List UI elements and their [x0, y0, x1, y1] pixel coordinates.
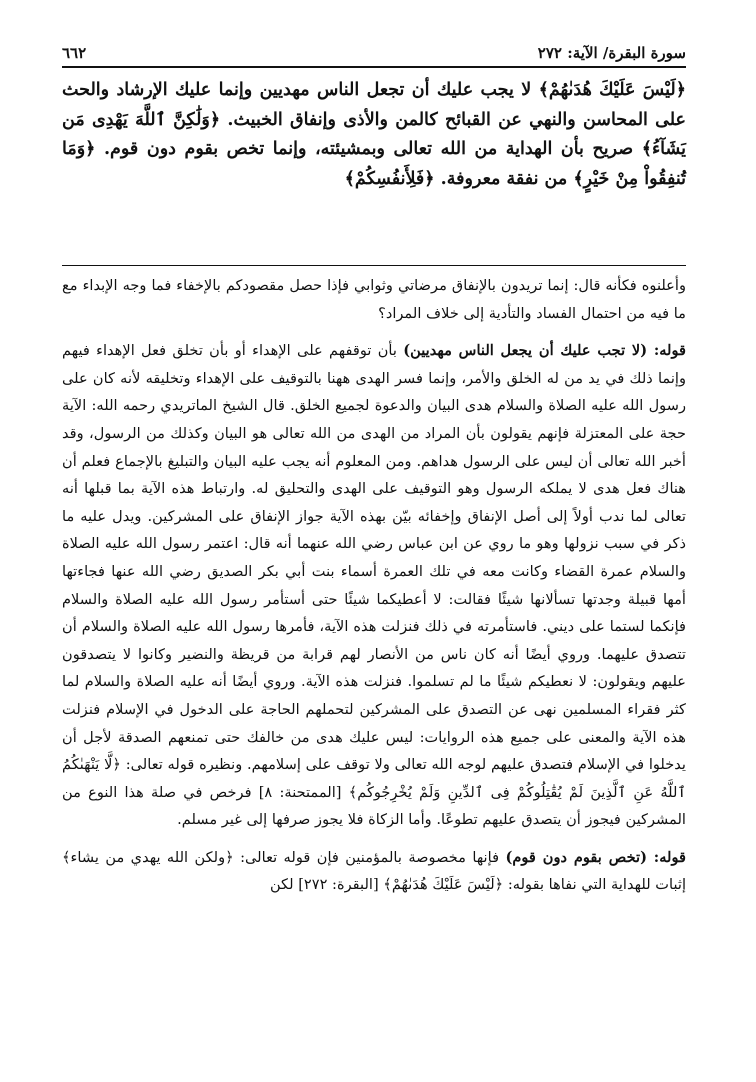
header-divider [62, 66, 686, 68]
paragraph-2-heading: قوله: (لا تجب عليك أن يجعل الناس مهديين) [403, 342, 687, 360]
paragraph-2-text: بأن توقفهم على الإهداء أو بأن تخلق فعل الإهداء فيهم وإنما ذلك في يد من له الخلق والأمر، وإنما فسر الهدى ههنا بالتوقيف على الإهداء وتخليقه لأنه كان على رسول الله عليه الصلاة والسلام هدى البيان والدعوة لجميع الخلق. قال الشيخ الماتريدي رحمه الله: الآية حجة على المعتزلة فإنهم يقولون بأن المراد من الهدى من الله تعالى هو البيان وكذلك من الرسول، وقد أخبر الله تعالى أن ليس على الرسول هداهم. ومن المعلوم أنه يجب عليه البيان والتبليغ بالإجماع فعلم أن هناك فعل هدى لا يملكه الرسول وهو التوقيف على الهدى والتحليق له. وارتباط هذه الآية بما قبلها أنه تعالى لما ندب أولاً إلى أصل الإنفاق وإخفائه بيّن بهذه الآية جواز الإنفاق على المشركين. ويدل عليه ما ذكر في سبب نزولها وهو ما روي عن ابن عباس رضي الله عنهما أنه قال: اعتمر رسول الله عليه الصلاة والسلام عمرة القضاء وكانت معه في تلك العمرة أسماء بنت أبي بكر الصديق رضي الله عنها فجاءتها أمها قبيلة وجدتها تسألانها شيئًا فقالت: لا أعطيكما شيئًا حتى أستأمر رسول الله عليه الصلاة والسلام فإنكما لستما على ديني. فاستأمرته في ذلك فنزلت هذه الآية، فأمرها رسول الله عليه الصلاة والسلام أن تتصدق عليهما. وروي أيضًا أنه كان ناس من الأنصار لهم قرابة من قريظة والنضير وكانوا لا يتصدقون عليهم ويقولون: لا نعطيكم شيئًا ما لم تسلموا. فنزلت هذه الآية. وروي أيضًا أنه عليه الصلاة والسلام لما كثر فقراء المسلمين نهى عن التصدق على المشركين لتحملهم الحاجة على الدخول في الإسلام فنزلت هذه الآية والمعنى على جميع هذه الروايات: ليس عليك هدى من خالفك حتى تمنعهم الصدقة لأجل أن يدخلوا في الإسلام فتصدق عليهم لوجه الله تعالى ولا توقف على إسلامهم. ونظيره قوله تعالى: ﴿لَّا يَنْهَىٰكُمُ ٱللَّهُ عَنِ ٱلَّذِينَ لَمْ يُقَٰتِلُوكُمْ فِى ٱلدِّينِ وَلَمْ يُخْرِجُوكُم﴾ [الممتحنة: ٨] فرخص في صلة هذا النوع من المشركين فيجوز أن يتصدق عليهم تطوعًا. وأما الزكاة فلا يجوز صرفها إلى غير مسلم. [62, 342, 686, 829]
book-page [62, 32, 686, 1072]
paragraph-3-text: فإنها مخصوصة بالمؤمنين فإن قوله تعالى: ﴿ولكن الله يهدي من يشاء﴾ إثبات للهداية التي نفاها بقوله: ﴿لَيْسَ عَلَيْكَ هُدَىٰهُمْ﴾ [البقرة: ٢٧٢] لكن [62, 848, 686, 894]
page-header [62, 32, 686, 62]
commentary-paragraph-2 [62, 337, 686, 834]
page-number: ٦٦٢ [62, 44, 87, 62]
section-divider [62, 265, 686, 266]
commentary-paragraph-1: وأعلنوه فكأنه قال: إنما تريدون بالإنفاق مرضاتي وثوابي فإذا حصل مقصودكم بالإخفاء فما وجه الإبداء مع ما فيه من احتمال الفساد والتأدية إلى خلاف المراد؟ [62, 277, 686, 322]
commentary-paragraph-3 [62, 844, 686, 899]
surah-reference: سورة البقرة/ الآية: ٢٧٢ [537, 44, 686, 62]
commentary-body [62, 272, 686, 1072]
paragraph-3-heading: قوله: (تخص بقوم دون قوم) [505, 848, 686, 866]
quran-commentary-block: ﴿لَيْسَ عَلَيْكَ هُدَىٰهُمْ﴾ لا يجب عليك أن تجعل الناس مهديين وإنما عليك الإرشاد والحث على المحاسن والنهي عن القبائح كالمن والأذى وإنفاق الخبيث. ﴿وَلَٰكِنَّ ٱللَّهَ يَهْدِى مَن يَشَآءُ﴾ صريح بأن الهداية من الله تعالى وبمشيئته، وإنما تخص بقوم دون قوم. ﴿وَمَا تُنفِقُواْ مِنْ خَيْرٍ﴾ من نفقة معروفة. ﴿فَلِأَنفُسِكُمْ﴾ [62, 80, 686, 189]
